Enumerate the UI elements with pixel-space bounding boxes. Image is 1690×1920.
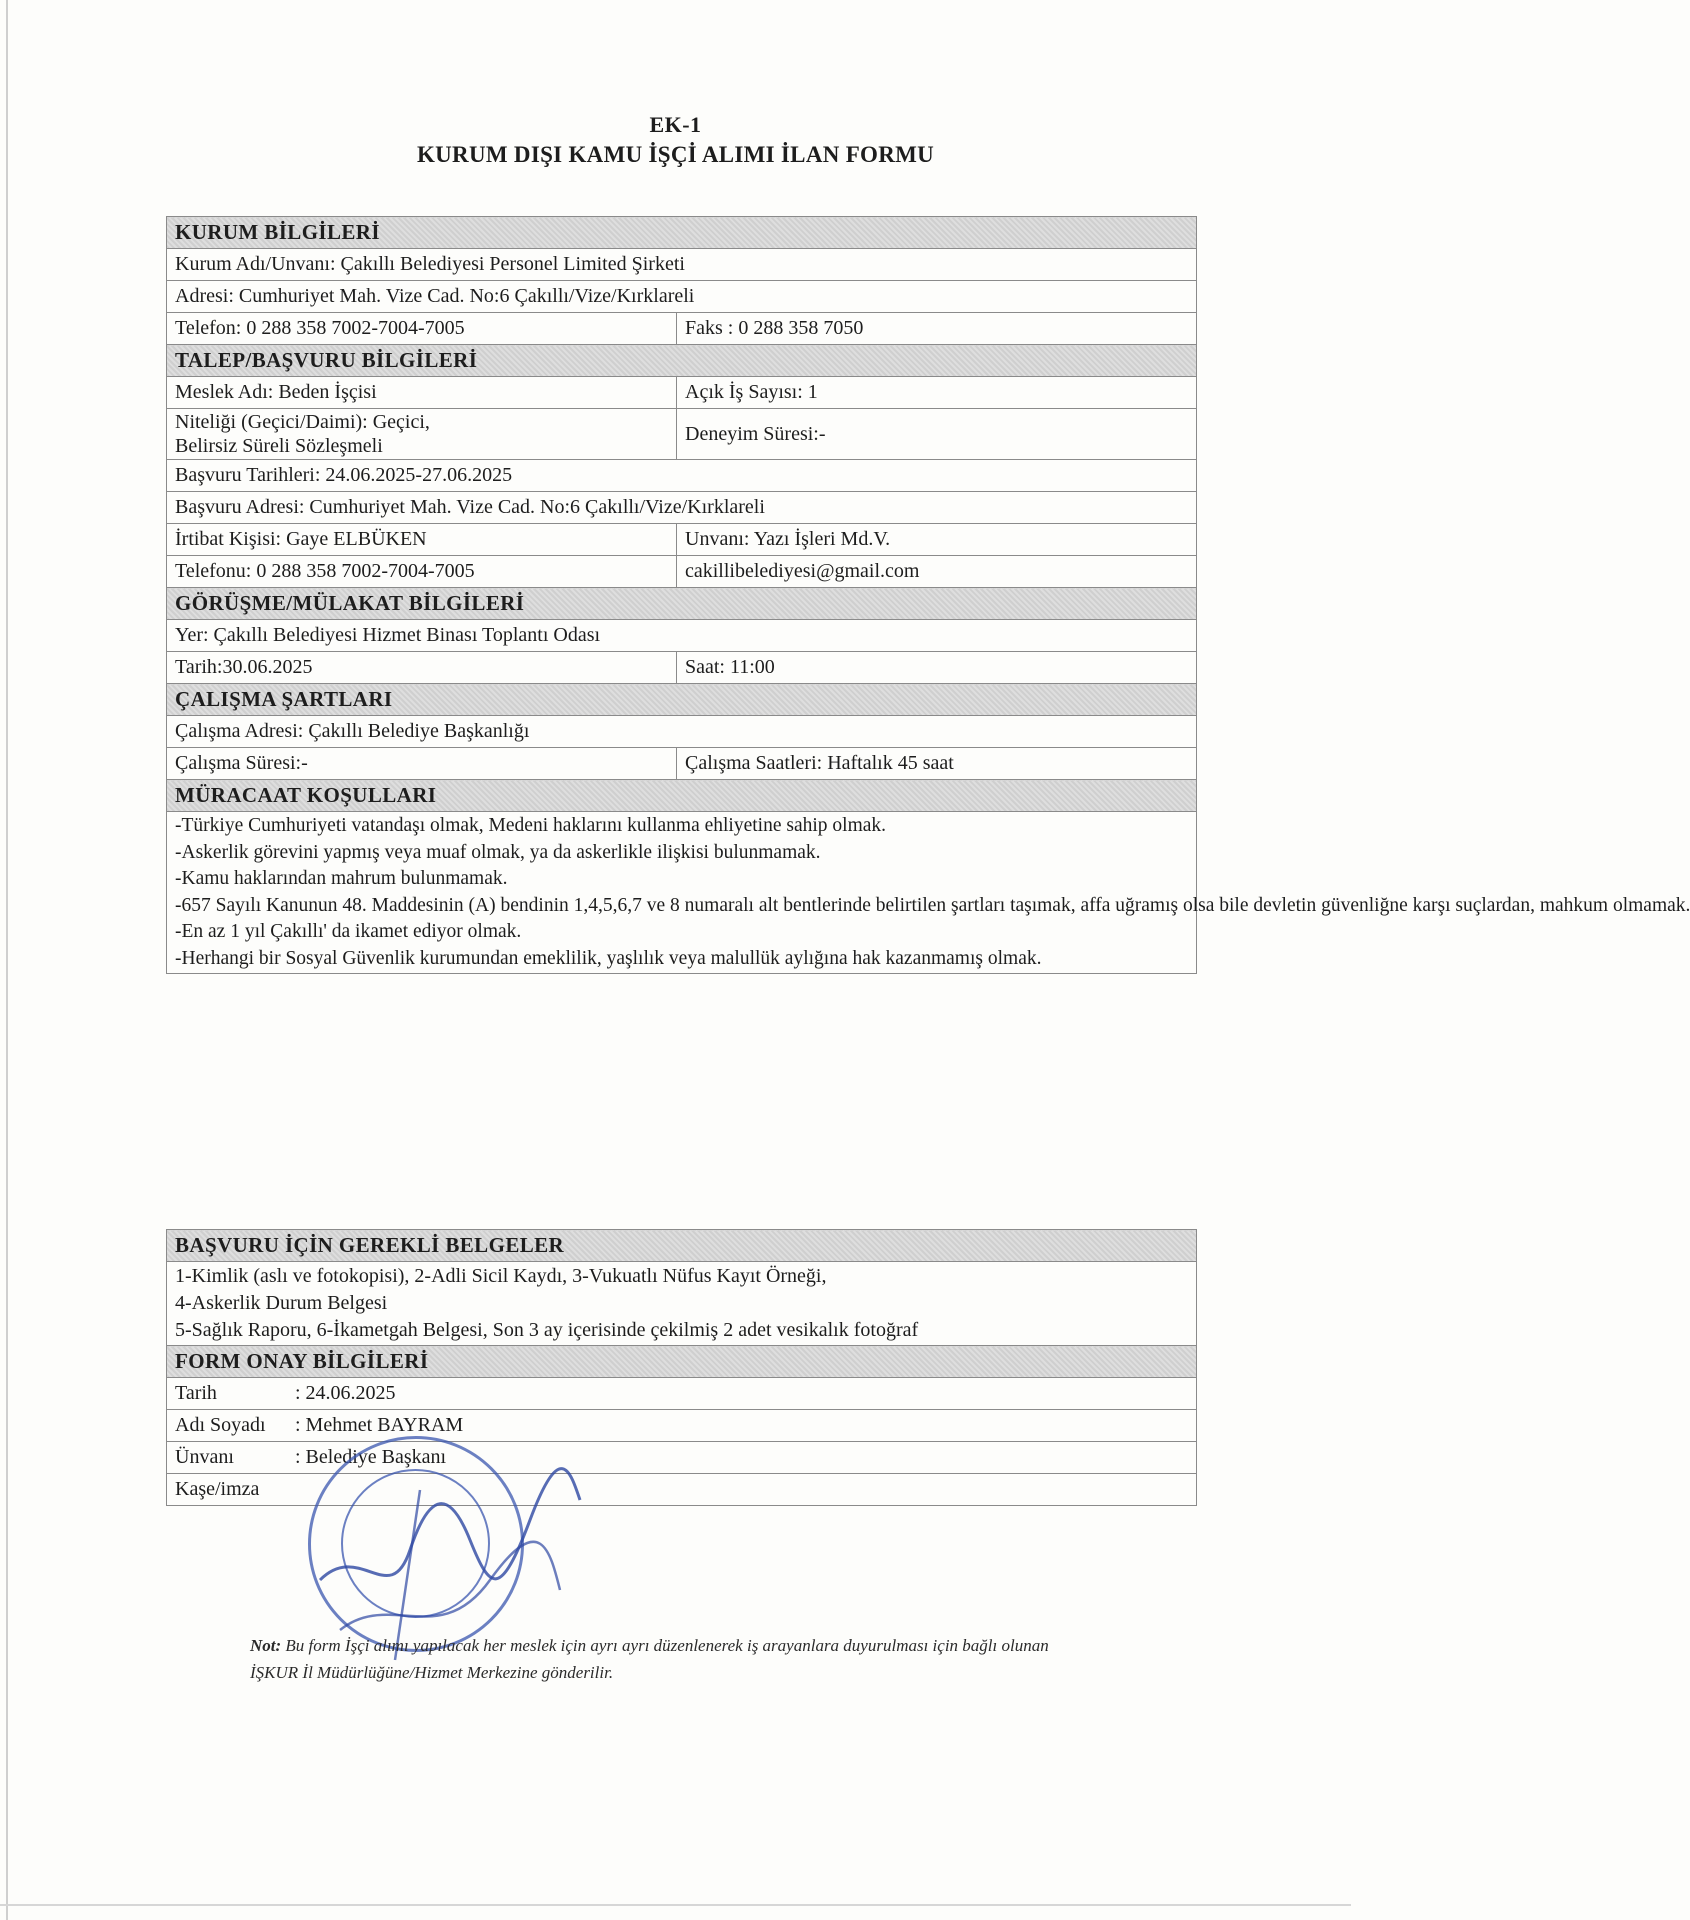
- profession: Meslek Adı: Beden İşçisi: [167, 377, 677, 409]
- approval-title-value: : Belediye Başkanı: [295, 1446, 447, 1468]
- condition-item: -En az 1 yıl Çakıllı' da ikamet ediyor olmak.: [175, 921, 522, 942]
- contact-person: İrtibat Kişisi: Gaye ELBÜKEN: [167, 524, 677, 556]
- approval-date: [167, 1378, 1197, 1410]
- footer-note-text: Bu form İşçi alımı yapılacak her meslek için ayrı ayrı düzenlenerek iş arayanlara duyurulması için bağlı olunan İŞKUR İl Müdürlüğüne/Hizmet Merkezine gönderilir.: [250, 1636, 1049, 1682]
- job-nature-line2: Belirsiz Süreli Sözleşmeli: [175, 435, 383, 457]
- page-edge-bottom: [0, 1904, 1351, 1906]
- section-onay-title: FORM ONAY BİLGİLERİ: [167, 1346, 1197, 1378]
- approval-date-label: Tarih: [175, 1382, 217, 1404]
- kurum-name: Kurum Adı/Unvanı: Çakıllı Belediyesi Personel Limited Şirketi: [167, 249, 1197, 281]
- footer-note: [250, 1632, 1100, 1686]
- interview-time: Saat: 11:00: [677, 652, 1197, 684]
- job-nature-line1: Niteliği (Geçici/Daimi): Geçici,: [175, 411, 430, 433]
- section-talep-title: TALEP/BAŞVURU BİLGİLERİ: [167, 345, 1197, 377]
- documents-line: 5-Sağlık Raporu, 6-İkametgah Belgesi, Son 3 ay içerisinde çekilmiş 2 adet vesikalık fotoğraf: [175, 1319, 919, 1341]
- section-belgeler-title: BAŞVURU İÇİN GEREKLİ BELGELER: [167, 1230, 1197, 1262]
- section-gorusme-title: GÖRÜŞME/MÜLAKAT BİLGİLERİ: [167, 588, 1197, 620]
- contact-phone: Telefonu: 0 288 358 7002-7004-7005: [167, 556, 677, 588]
- condition-item: -Herhangi bir Sosyal Güvenlik kurumundan emeklilik, yaşlılık veya malullük aylığına hak kazanmamış olmak.: [175, 947, 1042, 969]
- contact-title: Unvanı: Yazı İşleri Md.V.: [677, 524, 1197, 556]
- page-title: KURUM DIŞI KAMU İŞÇİ ALIMI İLAN FORMU: [416, 142, 935, 167]
- application-conditions: [167, 812, 1690, 974]
- condition-item: -657 Sayılı Kanunun 48. Maddesinin (A) bendinin 1,4,5,6,7 ve 8 numaralı alt bentlerinde belirtilen şartları taşımak, affa uğramış olsa bile devletin güvenliğne karşı suçlardan, mahkum olmamak.: [175, 894, 1690, 916]
- section-kurum-title: KURUM BİLGİLERİ: [167, 217, 1197, 249]
- footer-note-label: Not:: [250, 1636, 282, 1655]
- contact-email[interactable]: cakillibelediyesi@gmail.com: [677, 556, 1197, 588]
- experience: Deneyim Süresi:-: [677, 409, 1197, 460]
- application-address: Başvuru Adresi: Cumhuriyet Mah. Vize Cad. No:6 Çakıllı/Vize/Kırklareli: [167, 492, 1197, 524]
- application-dates: Başvuru Tarihleri: 24.06.2025-27.06.2025: [167, 460, 1197, 492]
- work-duration: Çalışma Süresi:-: [167, 748, 677, 780]
- approval-name-value: : Mehmet BAYRAM: [295, 1414, 464, 1436]
- kurum-address: Adresi: Cumhuriyet Mah. Vize Cad. No:6 Çakıllı/Vize/Kırklareli: [167, 281, 1197, 313]
- work-address: Çalışma Adresi: Çakıllı Belediye Başkanlığı: [167, 716, 1197, 748]
- section-muracaat-title: MÜRACAAT KOŞULLARI: [167, 780, 1197, 812]
- annex-code: EK-1: [649, 112, 702, 137]
- job-nature: [167, 409, 677, 460]
- page-edge: [6, 0, 8, 1920]
- documents-line: 1-Kimlik (aslı ve fotokopisi), 2-Adli Sicil Kaydı, 3-Vukuatlı Nüfus Kayıt Örneği,: [175, 1265, 827, 1287]
- seal-label: Kaşe/imza: [175, 1478, 260, 1500]
- condition-item: -Kamu haklarından mahrum bulunmamak.: [175, 868, 508, 889]
- open-jobs: Açık İş Sayısı: 1: [677, 377, 1197, 409]
- work-hours: Çalışma Saatleri: Haftalık 45 saat: [677, 748, 1197, 780]
- announcement-form-table: [166, 216, 1690, 974]
- documents-line: 4-Askerlik Durum Belgesi: [175, 1292, 388, 1314]
- condition-item: -Askerlik görevini yapmış veya muaf olmak, ya da askerlikle ilişkisi bulunmamak.: [175, 841, 821, 863]
- required-documents: [167, 1262, 1197, 1346]
- document-header: [0, 112, 1351, 168]
- condition-item: -Türkiye Cumhuriyeti vatandaşı olmak, Medeni haklarını kullanma ehliyetine sahip olmak.: [175, 815, 887, 836]
- interview-date: Tarih:30.06.2025: [167, 652, 677, 684]
- kurum-phone: Telefon: 0 288 358 7002-7004-7005: [167, 313, 677, 345]
- interview-place: Yer: Çakıllı Belediyesi Hizmet Binası Toplantı Odası: [167, 620, 1197, 652]
- approval-title-label: Ünvanı: [175, 1446, 234, 1468]
- approval-name-label: Adı Soyadı: [175, 1414, 266, 1436]
- kurum-fax: Faks : 0 288 358 7050: [677, 313, 1197, 345]
- approval-date-value: : 24.06.2025: [295, 1382, 396, 1404]
- section-calisma-title: ÇALIŞMA ŞARTLARI: [167, 684, 1197, 716]
